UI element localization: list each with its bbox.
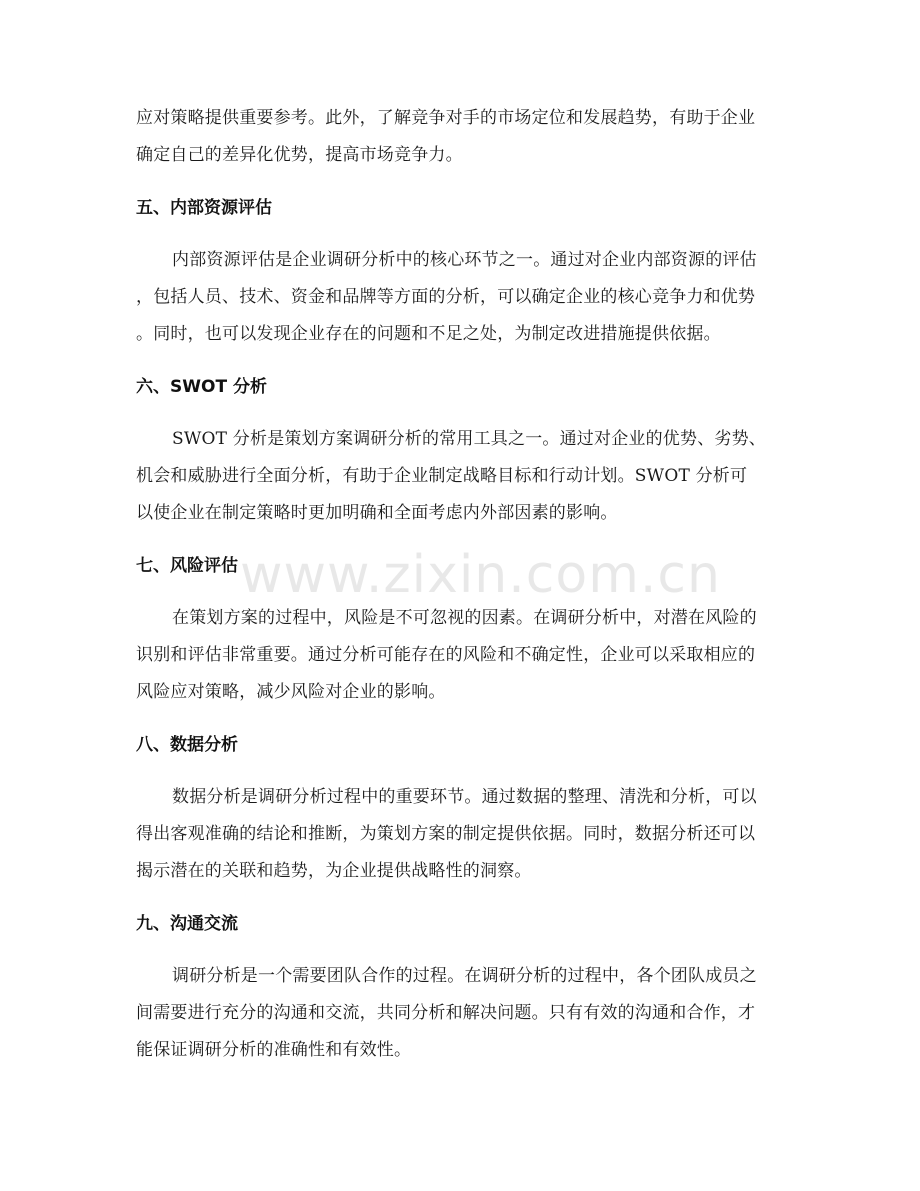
paragraph-line: 。同时，也可以发现企业存在的问题和不足之处，为制定改进措施提供依据。 bbox=[136, 324, 721, 344]
paragraph-line: 揭示潜在的关联和趋势，为企业提供战略性的洞察。 bbox=[136, 861, 532, 881]
section-paragraph-communication bbox=[136, 958, 786, 1069]
paragraph-line: 机会和威胁进行全面分析，有助于企业制定战略目标和行动计划。SWOT 分析可 bbox=[136, 466, 748, 486]
section-heading-data-analysis: 八、数据分析 bbox=[136, 735, 238, 755]
paragraph-line: 数据分析是调研分析过程中的重要环节。通过数据的整理、清洗和分析，可以 bbox=[172, 787, 757, 807]
section-heading-internal-resources: 五、内部资源评估 bbox=[136, 198, 272, 218]
paragraph-line: 风险应对策略，减少风险对企业的影响。 bbox=[136, 682, 446, 702]
paragraph-line: 内部资源评估是企业调研分析中的核心环节之一。通过对企业内部资源的评估 bbox=[172, 250, 757, 270]
section-paragraph-swot bbox=[136, 421, 786, 532]
paragraph-line: 得出客观准确的结论和推断，为策划方案的制定提供依据。同时，数据分析还可以 bbox=[136, 824, 756, 844]
paragraph-line: 识别和评估非常重要。通过分析可能存在的风险和不确定性，企业可以采取相应的 bbox=[136, 645, 756, 665]
section-heading-communication: 九、沟通交流 bbox=[136, 914, 238, 934]
paragraph-line: 在策划方案的过程中，风险是不可忽视的因素。在调研分析中，对潜在风险的 bbox=[172, 608, 757, 628]
paragraph-line: 应对策略提供重要参考。此外，了解竞争对手的市场定位和发展趋势，有助于企业 bbox=[136, 108, 756, 128]
intro-paragraph bbox=[136, 100, 786, 174]
section-paragraph-risk bbox=[136, 600, 786, 711]
document-page bbox=[136, 100, 786, 1069]
paragraph-line: 间需要进行充分的沟通和交流，共同分析和解决问题。只有有效的沟通和合作，才 bbox=[136, 1003, 756, 1023]
paragraph-line: 确定自己的差异化优势，提高市场竞争力。 bbox=[136, 145, 463, 165]
section-heading-swot: 六、SWOT 分析 bbox=[136, 377, 267, 397]
paragraph-line: ，包括人员、技术、资金和品牌等方面的分析，可以确定企业的核心竞争力和优势 bbox=[136, 287, 756, 307]
section-paragraph-internal-resources bbox=[136, 242, 786, 353]
paragraph-line: 能保证调研分析的准确性和有效性。 bbox=[136, 1040, 412, 1060]
paragraph-line: 以使企业在制定策略时更加明确和全面考虑内外部因素的影响。 bbox=[136, 503, 618, 523]
paragraph-line: 调研分析是一个需要团队合作的过程。在调研分析的过程中，各个团队成员之 bbox=[172, 966, 757, 986]
paragraph-line: SWOT 分析是策划方案调研分析的常用工具之一。通过对企业的优势、劣势、 bbox=[172, 429, 766, 449]
section-heading-risk: 七、风险评估 bbox=[136, 556, 238, 576]
watermark: www.zixin.com.cn bbox=[240, 545, 721, 605]
section-paragraph-data-analysis bbox=[136, 779, 786, 890]
